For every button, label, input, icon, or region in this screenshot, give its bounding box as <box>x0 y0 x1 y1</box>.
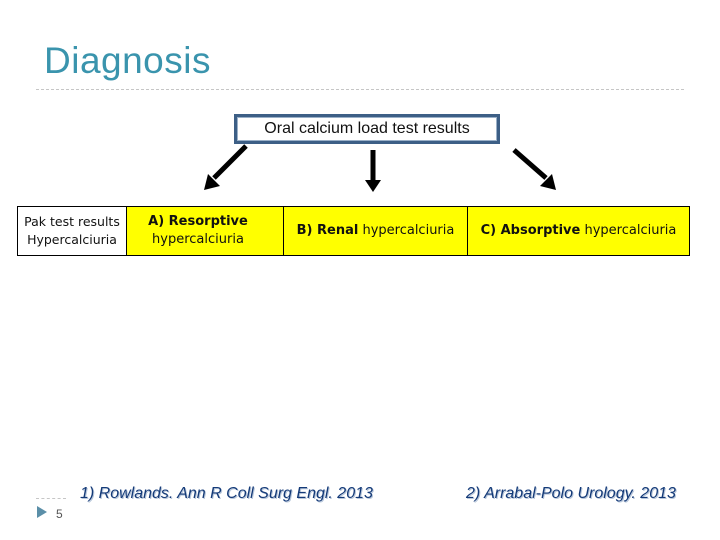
row-label-cell <box>17 206 127 256</box>
category-cell-absorptive <box>467 206 690 256</box>
root-box-label: Oral calcium load test results <box>264 120 470 137</box>
category-rest: hypercalciuria <box>152 232 244 247</box>
category-prefix: C) Absorptive <box>480 223 581 238</box>
footer-divider <box>36 498 66 499</box>
category-rest: hypercalciuria <box>584 223 677 238</box>
arrow-left-icon <box>204 146 246 190</box>
reference-1: 1) Rowlands. Ann R Coll Surg Engl. 2013 <box>80 485 373 502</box>
category-prefix: A) Resorptive <box>148 214 248 229</box>
category-cell-resorptive <box>126 206 284 256</box>
category-cell-renal <box>283 206 468 256</box>
triangle-right-icon <box>36 505 48 519</box>
slide-title: Diagnosis <box>44 40 211 81</box>
category-prefix: B) Renal <box>296 223 359 238</box>
row-label: Pak test results Hypercalciuria <box>24 214 120 247</box>
category-row <box>17 206 691 256</box>
category-rest: hypercalciuria <box>362 223 455 238</box>
arrow-center-icon <box>365 150 381 192</box>
arrow-right-icon <box>514 150 556 190</box>
reference-2: 2) Arrabal-Polo Urology. 2013 <box>466 485 676 502</box>
page-number: 5 <box>56 507 63 521</box>
